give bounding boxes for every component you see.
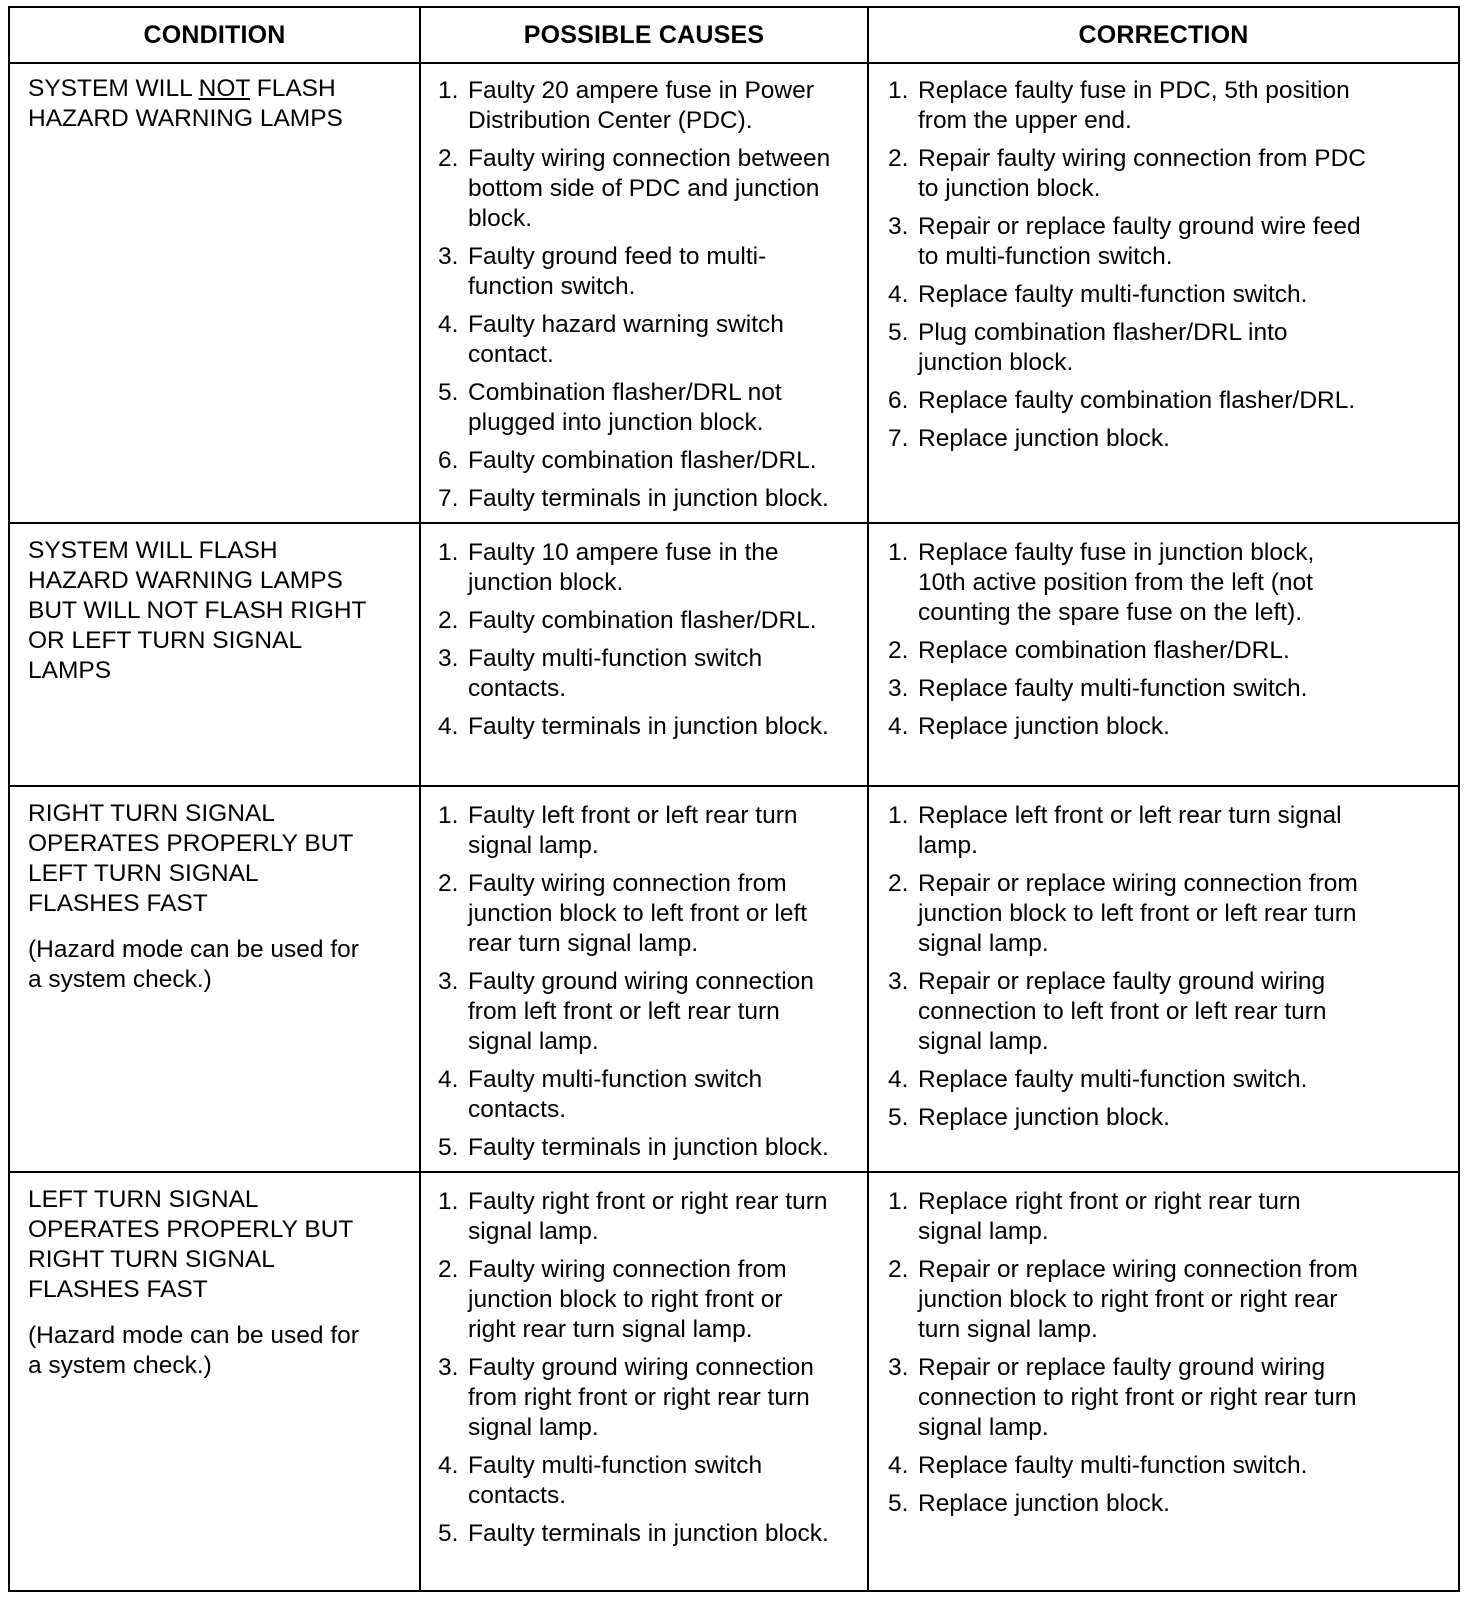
item-text-line: Faulty 20 ampere fuse in Power [468,77,814,104]
cause-item [438,1519,878,1549]
item-number: 3. [438,1354,459,1381]
condition-note-line: a system check.) [28,966,212,993]
item-text [468,76,878,136]
causes-cell [438,538,878,750]
item-text [468,712,878,742]
condition-line: LEFT TURN SIGNAL [28,860,259,887]
cause-item [438,1065,878,1125]
item-text-line: Repair or replace faulty ground wiring [918,968,1326,995]
item-text-line: Faulty combination flasher/DRL. [468,447,817,474]
item-number: 1. [438,539,459,566]
item-text-line: Plug combination flasher/DRL into [918,319,1288,346]
item-text-line: Faulty ground wiring connection [468,968,814,995]
item-text [918,869,1448,959]
item-text-line: rear turn signal lamp. [468,930,699,957]
condition-note [28,935,418,995]
item-text-line: Replace faulty fuse in PDC, 5th position [918,77,1350,104]
item-number: 2. [888,637,909,664]
item-text [918,1451,1448,1481]
correction-item [888,801,1448,861]
condition-cell [28,74,418,134]
item-text-line: Replace right front or right rear turn [918,1188,1301,1215]
item-text-line: junction block. [468,569,624,596]
item-text [468,606,878,636]
row-divider [10,1171,1458,1173]
condition-line: SYSTEM WILL FLASH [28,537,278,564]
item-number: 4. [888,713,909,740]
item-text-line: signal lamp. [918,1218,1049,1245]
item-text-line: counting the spare fuse on the left). [918,599,1303,626]
item-text [918,967,1448,1057]
item-text-line: contacts. [468,1482,567,1509]
cause-item [438,76,878,136]
item-text-line: junction block to right front or right rear [918,1286,1338,1313]
item-number: 2. [438,145,459,172]
item-text [918,538,1448,628]
correction-cell [888,538,1448,750]
item-text-line: Faulty multi-function switch [468,645,763,672]
item-text-line: Replace junction block. [918,1104,1170,1131]
item-number: 1. [888,77,909,104]
item-text-line: Faulty wiring connection from [468,870,787,897]
cause-item [438,1451,878,1511]
item-number: 5. [438,1520,459,1547]
item-text [918,1255,1448,1345]
cause-item [438,869,878,959]
item-text-line: signal lamp. [468,832,599,859]
correction-item [888,386,1448,416]
correction-item [888,1489,1448,1519]
item-text-line: junction block to left front or left [468,900,808,927]
correction-item [888,967,1448,1057]
item-text-line: Faulty wiring connection from [468,1256,787,1283]
row-divider [10,522,1458,524]
item-text [918,280,1448,310]
condition-line: FLASHES FAST [28,1276,208,1303]
item-text-line: Repair faulty wiring connection from PDC [918,145,1366,172]
item-number: 5. [438,1134,459,1161]
condition-line: RIGHT TURN SIGNAL [28,800,275,827]
item-text-line: Replace junction block. [918,1490,1170,1517]
item-text [918,76,1448,136]
item-text-line: signal lamp. [918,1028,1049,1055]
condition-line: HAZARD WARNING LAMPS [28,567,343,594]
item-text-line: function switch. [468,273,636,300]
item-text [918,636,1448,666]
item-text [468,484,878,514]
condition-line: LAMPS [28,657,112,684]
item-text-line: Replace combination flasher/DRL. [918,637,1290,664]
item-text [468,1255,878,1345]
item-text-line: signal lamp. [468,1028,599,1055]
item-text [918,1353,1448,1443]
item-text-line: Faulty left front or left rear turn [468,802,798,829]
item-text-line: signal lamp. [918,930,1049,957]
item-text-line: Faulty 10 ampere fuse in the [468,539,779,566]
item-text-line: junction block. [918,349,1074,376]
cause-item [438,446,878,476]
item-text-line: Replace junction block. [918,713,1170,740]
item-number: 5. [888,319,909,346]
item-text [468,310,878,370]
item-text-line: from left front or left rear turn [468,998,780,1025]
item-text-line: Faulty terminals in junction block. [468,485,829,512]
condition-line: FLASHES FAST [28,890,208,917]
correction-item [888,1103,1448,1133]
item-text [468,801,878,861]
condition-cell [28,1185,418,1381]
item-text-line: plugged into junction block. [468,409,764,436]
item-text-line: Faulty ground feed to multi- [468,243,767,270]
cause-item [438,1353,878,1443]
item-text [918,712,1448,742]
correction-item [888,869,1448,959]
item-text [918,1489,1448,1519]
item-text [918,212,1448,272]
cause-item [438,144,878,234]
item-number: 3. [888,968,909,995]
condition-note-line: (Hazard mode can be used for [28,936,359,963]
item-text-line: to multi-function switch. [918,243,1173,270]
causes-cell [438,801,878,1171]
condition-line: OPERATES PROPERLY BUT [28,1216,354,1243]
cause-item [438,801,878,861]
item-text-line: contacts. [468,675,567,702]
item-text-line: Replace faulty multi-function switch. [918,1452,1308,1479]
item-number: 4. [438,1452,459,1479]
item-number: 7. [888,425,909,452]
item-text [468,446,878,476]
cause-item [438,1255,878,1345]
item-number: 5. [888,1104,909,1131]
item-number: 3. [438,243,459,270]
cause-item [438,378,878,438]
item-number: 1. [438,1188,459,1215]
item-number: 3. [888,1354,909,1381]
item-number: 4. [438,713,459,740]
item-number: 4. [888,1066,909,1093]
item-number: 7. [438,485,459,512]
item-text-line: Faulty terminals in junction block. [468,1520,829,1547]
item-text-line: 10th active position from the left (not [918,569,1313,596]
correction-item [888,1187,1448,1247]
cause-item [438,712,878,742]
condition-line: OPERATES PROPERLY BUT [28,830,354,857]
item-number: 1. [888,802,909,829]
item-number: 4. [888,1452,909,1479]
item-text-line: Replace faulty multi-function switch. [918,1066,1308,1093]
item-text-line: contact. [468,341,554,368]
item-text-line: Replace faulty multi-function switch. [918,675,1308,702]
item-text-line: Faulty terminals in junction block. [468,1134,829,1161]
item-number: 4. [888,281,909,308]
item-text-line: bottom side of PDC and junction [468,175,820,202]
item-text-line: Combination flasher/DRL not [468,379,782,406]
row-divider [10,785,1458,787]
item-text [918,1103,1448,1133]
item-text [918,1065,1448,1095]
item-text-line: junction block to left front or left rear turn [918,900,1357,927]
item-number: 2. [438,607,459,634]
correction-item [888,144,1448,204]
item-text [468,1353,878,1443]
item-text-line: Faulty multi-function switch [468,1066,763,1093]
item-text-line: Repair or replace wiring connection from [918,1256,1358,1283]
correction-item [888,674,1448,704]
correction-item [888,1255,1448,1345]
correction-cell [888,801,1448,1141]
item-text [468,644,878,704]
correction-item [888,1065,1448,1095]
item-text [468,538,878,598]
correction-item [888,636,1448,666]
item-text-line: Faulty wiring connection between [468,145,831,172]
diagnosis-table [8,6,1460,1592]
item-number: 2. [438,870,459,897]
emphasis-not: NOT [198,75,250,102]
item-number: 2. [888,145,909,172]
condition-note-line: a system check.) [28,1352,212,1379]
item-number: 3. [438,968,459,995]
item-number: 5. [888,1490,909,1517]
correction-item [888,280,1448,310]
condition-line: HAZARD WARNING LAMPS [28,105,343,132]
item-text-line: block. [468,205,533,232]
item-text-line: connection to left front or left rear turn [918,998,1327,1025]
item-text [918,424,1448,454]
causes-cell [438,76,878,522]
item-text [918,386,1448,416]
correction-item [888,76,1448,136]
item-text-line: turn signal lamp. [918,1316,1098,1343]
correction-item [888,1353,1448,1443]
correction-item [888,712,1448,742]
item-number: 6. [438,447,459,474]
condition-line: LEFT TURN SIGNAL [28,1186,259,1213]
header-condition: CONDITION [143,21,286,49]
cause-item [438,538,878,598]
item-number: 2. [438,1256,459,1283]
item-text-line: Replace faulty multi-function switch. [918,281,1308,308]
column-divider [419,8,421,1590]
condition-line: RIGHT TURN SIGNAL [28,1246,275,1273]
item-text-line: Faulty right front or right rear turn [468,1188,828,1215]
item-text-line: Repair or replace faulty ground wiring [918,1354,1326,1381]
item-text [468,869,878,959]
correction-item [888,1451,1448,1481]
condition-line: SYSTEM WILL NOT FLASH [28,75,336,102]
item-text [918,144,1448,204]
item-text-line: lamp. [918,832,978,859]
item-number: 3. [438,645,459,672]
item-text-line: Faulty ground wiring connection [468,1354,814,1381]
item-text-line: from right front or right rear turn [468,1384,810,1411]
correction-item [888,538,1448,628]
condition-note [28,1321,418,1381]
item-text-line: Replace junction block. [918,425,1170,452]
item-number: 1. [438,77,459,104]
item-text-line: Repair or replace wiring connection from [918,870,1358,897]
item-text-line: Faulty combination flasher/DRL. [468,607,817,634]
item-text [468,1451,878,1511]
correction-item [888,212,1448,272]
condition-line: OR LEFT TURN SIGNAL [28,627,303,654]
cause-item [438,967,878,1057]
item-number: 4. [438,311,459,338]
item-text [918,318,1448,378]
correction-item [888,318,1448,378]
item-text-line: signal lamp. [468,1218,599,1245]
item-text-line: Replace left front or left rear turn signal [918,802,1342,829]
item-text [468,1065,878,1125]
correction-cell [888,76,1448,462]
item-text [918,1187,1448,1247]
item-number: 5. [438,379,459,406]
item-number: 1. [888,1188,909,1215]
item-text-line: contacts. [468,1096,567,1123]
item-text [468,1187,878,1247]
item-text-line: Faulty multi-function switch [468,1452,763,1479]
header-correction: CORRECTION [1078,21,1249,49]
item-number: 3. [888,675,909,702]
causes-cell [438,1187,878,1557]
cause-item [438,484,878,514]
item-text-line: from the upper end. [918,107,1132,134]
item-text [468,378,878,438]
cause-item [438,310,878,370]
item-text-line: to junction block. [918,175,1101,202]
item-text-line: Distribution Center (PDC). [468,107,753,134]
correction-cell [888,1187,1448,1527]
item-number: 3. [888,213,909,240]
cause-item [438,644,878,704]
item-text-line: Replace faulty fuse in junction block, [918,539,1315,566]
item-text-line: junction block to right front or [468,1286,783,1313]
item-number: 2. [888,1256,909,1283]
item-text-line: connection to right front or right rear turn [918,1384,1357,1411]
cause-item [438,1133,878,1163]
item-text [468,144,878,234]
item-text-line: Replace faulty combination flasher/DRL. [918,387,1356,414]
item-number: 2. [888,870,909,897]
item-number: 4. [438,1066,459,1093]
item-text [468,967,878,1057]
item-text [918,674,1448,704]
item-number: 1. [888,539,909,566]
condition-cell [28,799,418,995]
item-text-line: signal lamp. [918,1414,1049,1441]
item-text-line: signal lamp. [468,1414,599,1441]
header-possible-causes: POSSIBLE CAUSES [523,21,765,49]
item-number: 6. [888,387,909,414]
item-number: 1. [438,802,459,829]
condition-line: BUT WILL NOT FLASH RIGHT [28,597,367,624]
cause-item [438,242,878,302]
item-text [468,1519,878,1549]
item-text-line: right rear turn signal lamp. [468,1316,753,1343]
item-text [468,1133,878,1163]
item-text [468,242,878,302]
cause-item [438,606,878,636]
item-text-line: Repair or replace faulty ground wire feed [918,213,1361,240]
condition-note-line: (Hazard mode can be used for [28,1322,359,1349]
item-text-line: Faulty terminals in junction block. [468,713,829,740]
cause-item [438,1187,878,1247]
correction-item [888,424,1448,454]
condition-cell [28,536,418,686]
item-text-line: Faulty hazard warning switch [468,311,784,338]
item-text [918,801,1448,861]
